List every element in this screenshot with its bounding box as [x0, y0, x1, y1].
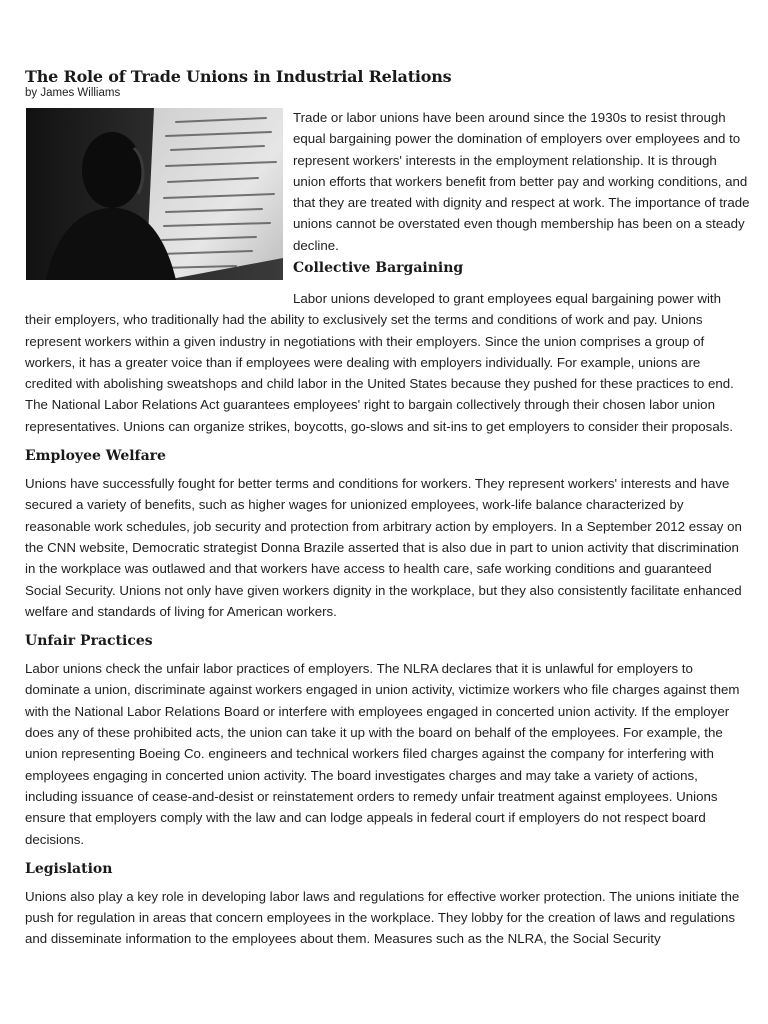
intro-paragraph: Trade or labor unions have been around since the 1930s to resist through equal bargaining power the domination of employers over employees and to represent workers' interests in the employment relationship. It is through union efforts that workers benefit from better pay and working conditions, and that they are treated with dignity and respect at work. The importance of trade unions cannot be overstated even though membership has been on a steady decline. — [293, 110, 750, 253]
collective-bargaining-paragraph: Labor unions developed to grant employees equal bargaining power with their employers, who traditionally had the ability to exclusively set the terms and conditions of work and pay. Unions represent workers within a given industry in negotiations with their employers. Since the union comprises a group of workers, it has a greater voice than if employees were dealing with employers individually. For example, unions are credited with abolishing sweatshops and child labor in the United States because they pushed for these practices to end. The National Labor Relations Act guarantees employees' right to bargain collectively through their chosen labor union representatives. Unions can organize strikes, boycotts, go-slows and sit-ins to get employers to consider their proposals. — [25, 291, 734, 434]
heading-collective-bargaining: Collective Bargaining — [293, 260, 464, 276]
article-byline: by James Williams — [25, 87, 121, 99]
legislation-paragraph: Unions also play a key role in developing labor laws and regulations for effective worker protection. The unions initiate the push for regulation in areas that concern employees in the workplace. They lobby for the creation of laws and regulations and disseminate information to the employees about them. Measures such as the NLRA, the Social Security — [25, 888, 740, 947]
article-body — [25, 288, 743, 956]
heading-legislation: Legislation — [25, 860, 113, 877]
unfair-practices-paragraph: Labor unions check the unfair labor practices of employers. The NLRA declares that it is unlawful for employers to dominate a union, discriminate against workers engaged in union activity, victimize workers who file charges against them with the National Labor Relations Board or interfere with employees engaged in concerted union activity. If the employer does any of these prohibited acts, the union can take it up with the board on behalf of the employees. For example, the union representing Boeing Co. engineers and technical workers filed charges against the company for interfering with employees engaging in concerted union activity. The board investigates charges and may take a variety of actions, including issuance of cease-and-desist or reinstatement orders to remedy unfair treatment against employees. Unions ensure that employers comply with the law and can lodge appeals in federal court if employers do not respect board decisions. — [25, 661, 740, 847]
employee-welfare-paragraph: Unions have successfully fought for better terms and conditions for workers. They represent workers' interests and have secured a variety of benefits, such as higher wages for unionized employees, work-life balance characterized by reasonable work schedules, job security and protection from arbitrary action by employers. In a September 2012 essay on the CNN website, Democratic strategist Donna Brazile asserted that is also due in part to union activity that discrimination in the workplace was outlawed and that workers have access to health care, safe working conditions and guaranteed Social Security. Unions not only have given workers dignity in the workplace, but they also consistently facilitate enhanced welfare and standards of living for American workers. — [25, 476, 742, 619]
article-photo — [26, 108, 283, 280]
heading-employee-welfare: Employee Welfare — [25, 448, 166, 465]
article-title: The Role of Trade Unions in Industrial Relations — [25, 67, 452, 86]
heading-unfair-practices: Unfair Practices — [25, 633, 153, 650]
